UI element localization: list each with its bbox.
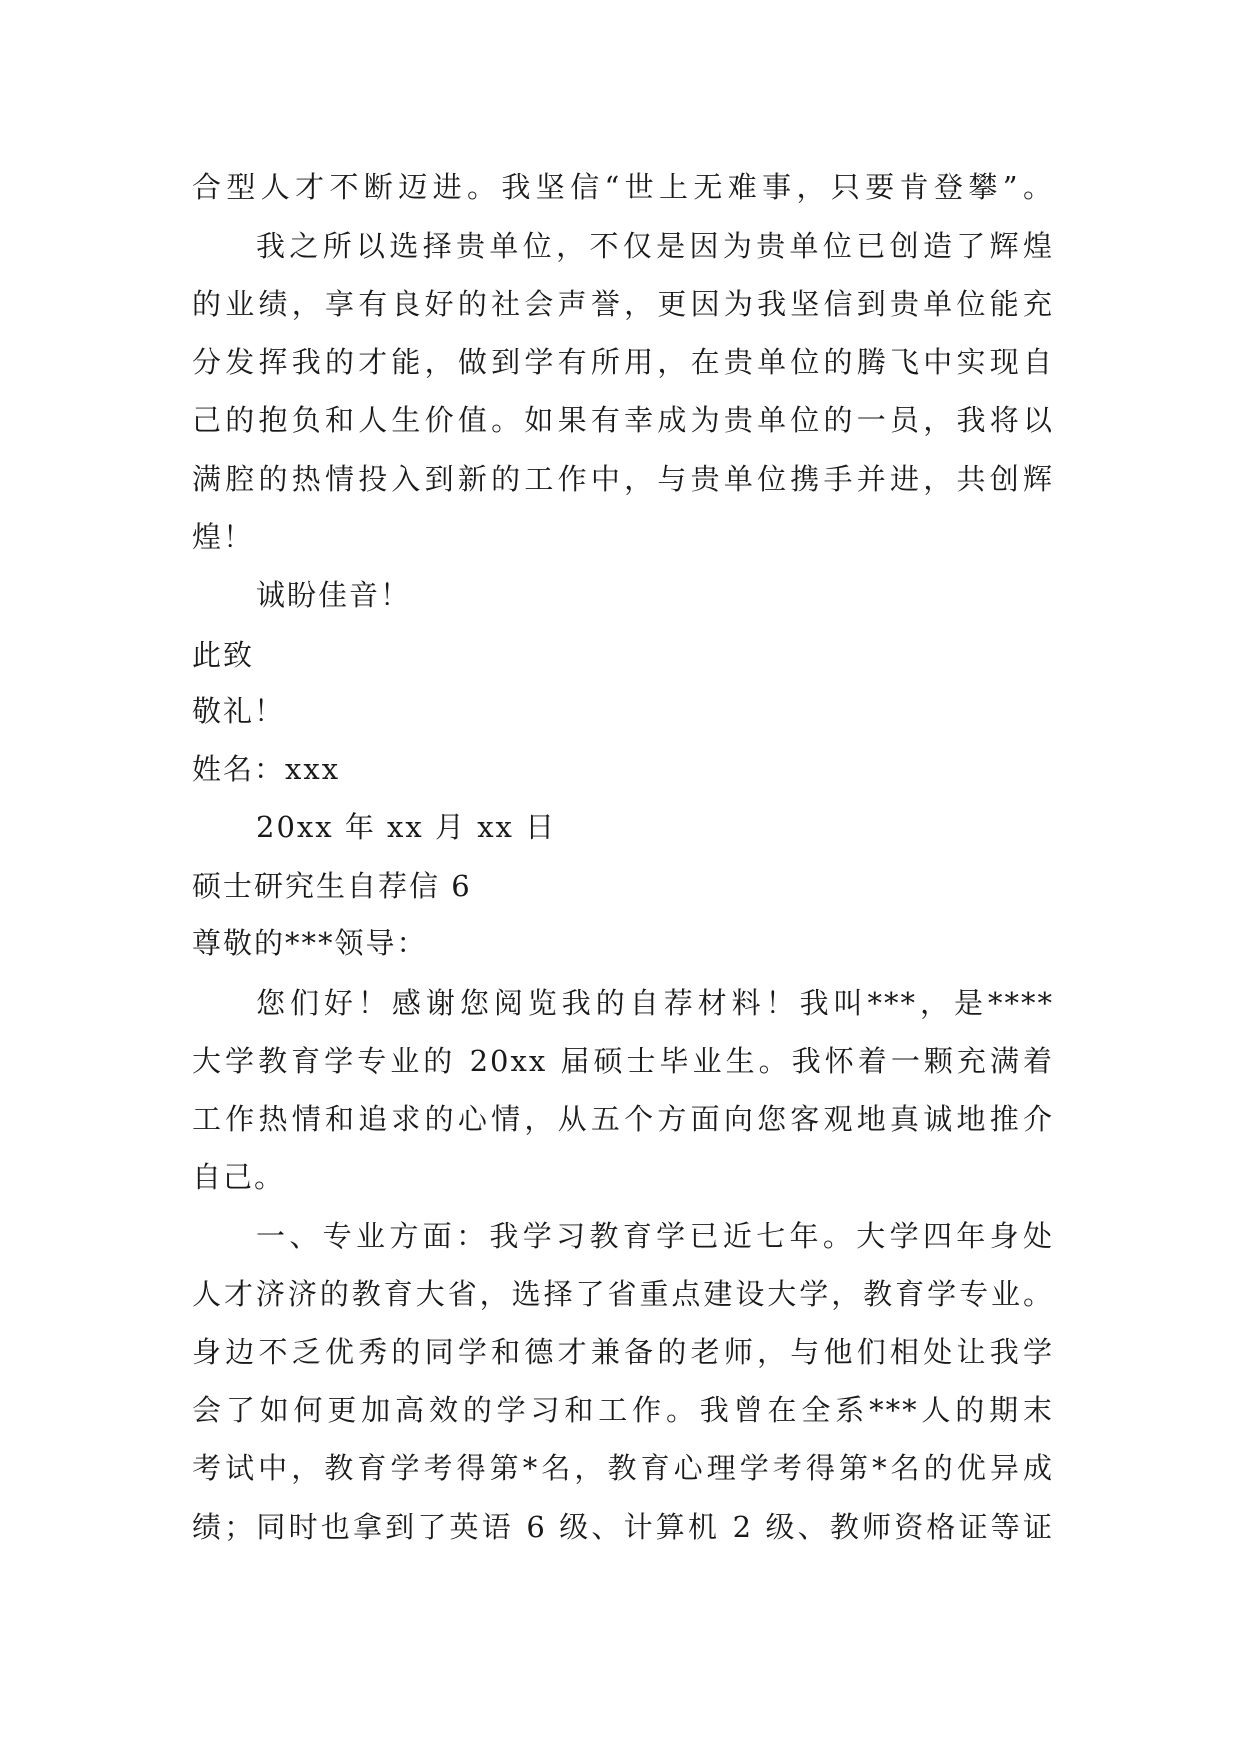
paragraph-line: 一、专业方面：我学习教育学已近七年。大学四年身处: [256, 1219, 1054, 1253]
closing-line: 诚盼佳音！: [256, 578, 412, 612]
paragraph-line: 合型人才不断迈进。我坚信“世上无难事，只要肯登攀”。: [192, 170, 1054, 204]
greeting-line: 尊敬的***领导：: [192, 926, 428, 960]
paragraph-line: 会了如何更加高效的学习和工作。我曾在全系***人的期末: [192, 1393, 1054, 1427]
paragraph-line: 煌！: [192, 520, 255, 554]
paragraph-line: 工作热情和追求的心情，从五个方面向您客观地真诚地推介: [192, 1102, 1054, 1136]
paragraph-line: 自己。: [192, 1160, 286, 1194]
paragraph-line: 满腔的热情投入到新的工作中，与贵单位携手并进，共创辉: [192, 462, 1054, 496]
paragraph-line: 大学教育学专业的 20xx 届硕士毕业生。我怀着一颗充满着: [192, 1044, 1054, 1078]
paragraph-line: 分发挥我的才能，做到学有所用，在贵单位的腾飞中实现自: [192, 345, 1054, 379]
paragraph-line: 己的抱负和人生价值。如果有幸成为贵单位的一员，我将以: [192, 403, 1054, 437]
paragraph-line: 人才济济的教育大省，选择了省重点建设大学，教育学专业。: [192, 1277, 1054, 1311]
salutation-line: 敬礼！: [192, 694, 286, 728]
section-title: 硕士研究生自荐信 6: [192, 869, 472, 903]
signature-date: 20xx 年 xx 月 xx 日: [256, 810, 557, 844]
paragraph-line: 的业绩，享有良好的社会声誉，更因为我坚信到贵单位能充: [192, 287, 1054, 321]
paragraph-line: 身边不乏优秀的同学和德才兼备的老师，与他们相处让我学: [192, 1335, 1054, 1369]
paragraph-line: 绩；同时也拿到了英语 6 级、计算机 2 级、教师资格证等证: [192, 1510, 1054, 1544]
salutation-line: 此致: [192, 638, 255, 672]
signature-name: 姓名：xxx: [192, 752, 341, 786]
paragraph-line: 我之所以选择贵单位，不仅是因为贵单位已创造了辉煌: [256, 229, 1054, 263]
paragraph-line: 考试中，教育学考得第*名，教育心理学考得第*名的优异成: [192, 1451, 1054, 1485]
paragraph-line: 您们好！感谢您阅览我的自荐材料！我叫***，是****: [256, 986, 1054, 1020]
